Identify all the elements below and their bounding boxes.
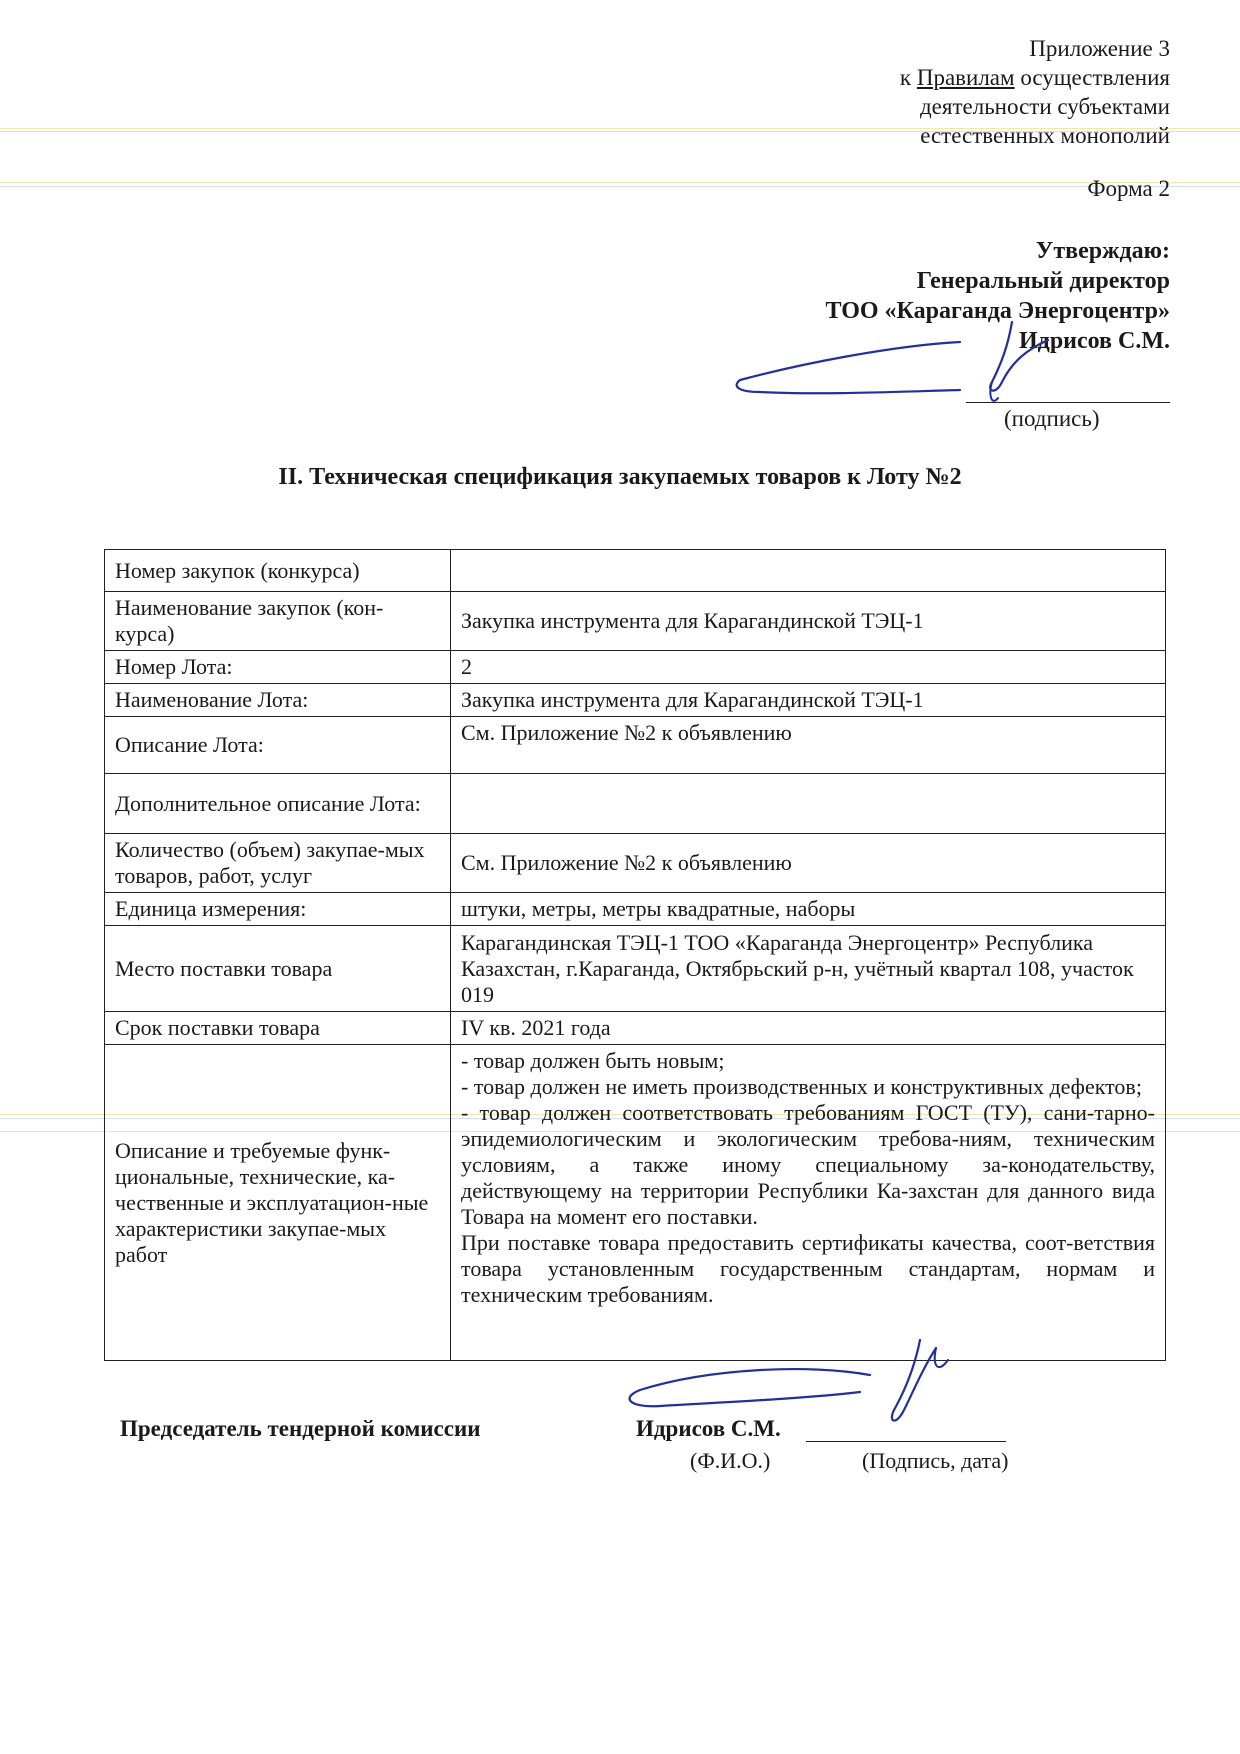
row-label: Место поставки товара [105,926,451,1012]
table-row [105,834,1166,893]
requirement-item: - товар должен не иметь производственных и конструктивных дефектов; [461,1074,1142,1099]
requirements-value [451,1045,1166,1361]
scan-artifact-line [0,186,1240,187]
row-value: См. Приложение №2 к объявлению [451,834,1166,893]
table-row [105,550,1166,592]
appendix-suffix: осуществления [1014,65,1170,90]
scan-artifact-line [0,182,1240,183]
row-value: штуки, метры, метры квадратные, наборы [451,893,1166,926]
requirements-label: Описание и требуемые функ-циональные, технические, ка-чественные и эксплуатацион-ные характеристики закупае-мых работ [105,1045,451,1361]
rules-link[interactable]: Правилам [916,65,1015,90]
sign-date-caption: (Подпись, дата) [862,1448,1009,1473]
appendix-line [670,63,1170,92]
table-row [105,893,1166,926]
approval-position: Генеральный директор [916,268,1170,294]
row-label: Описание Лота: [105,717,451,774]
requirement-item: - товар должен соответствовать требованиям ГОСТ (ТУ), сани-тарно-эпидемиологическим и экологическим требова-ниям, техническим условиям, а также иному специальному за-конодательству, действующему на территории Республики Ка-захстан для данного вида Товара на момент его поставки. [461,1100,1155,1229]
signature-caption: (подпись) [1004,406,1100,431]
table-row [105,774,1166,834]
table-row [105,592,1166,651]
row-value: Карагандинская ТЭЦ-1 ТОО «Караганда Энергоцентр» Республика Казахстан, г.Караганда, Октябрьский р-н, учётный квартал 108, участок 019 [451,926,1166,1012]
appendix-line: деятельности субъектами [919,94,1170,119]
row-label: Наименование Лота: [105,684,451,717]
appendix-line: Приложение 3 [1029,36,1170,61]
director-signature-icon [730,300,1110,410]
appendix-line: естественных монополий [920,123,1170,148]
fio-caption: (Ф.И.О.) [690,1448,771,1473]
table-row [105,1012,1166,1045]
row-label: Наименование закупок (кон-курса) [105,592,451,651]
row-value: 2 [451,651,1166,684]
approval-name: Идрисов С.М. [1019,328,1170,354]
table-row [105,717,1166,774]
appendix-header [670,34,1170,150]
row-label: Дополнительное описание Лота: [105,774,451,834]
row-label: Номер закупок (конкурса) [105,550,451,592]
chairman-label: Председатель тендерной комиссии [120,1416,481,1441]
row-value [451,774,1166,834]
approval-heading: Утверждаю: [1035,238,1170,264]
requirement-item: При поставке товара предоставить сертификаты качества, соот-ветствия товара установленным государственным стандартам, нормам и техническим требованиям. [461,1230,1155,1307]
appendix-prefix: к [899,65,917,90]
requirements-row [105,1045,1166,1361]
table-row [105,684,1166,717]
row-value: См. Приложение №2 к объявлению [451,717,1166,774]
document-title: II. Техническая спецификация закупаемых товаров к Лоту №2 [278,464,962,490]
row-label: Единица измерения: [105,893,451,926]
row-label: Срок поставки товара [105,1012,451,1045]
row-value: Закупка инструмента для Карагандинской ТЭЦ-1 [451,592,1166,651]
table-row [105,651,1166,684]
row-label: Количество (объем) закупае-мых товаров, работ, услуг [105,834,451,893]
row-value: Закупка инструмента для Карагандинской ТЭЦ-1 [451,684,1166,717]
approval-company: ТОО «Караганда Энергоцентр» [825,298,1170,324]
requirement-item: - товар должен быть новым; [461,1048,725,1073]
row-value: IV кв. 2021 года [451,1012,1166,1045]
chairman-signature-line [806,1441,1006,1442]
signature-line [966,402,1170,403]
specification-table [104,549,1166,1361]
row-label: Номер Лота: [105,651,451,684]
row-value [451,550,1166,592]
table-row [105,926,1166,1012]
chairman-name: Идрисов С.М. [636,1416,781,1441]
form-label: Форма 2 [1087,176,1170,201]
